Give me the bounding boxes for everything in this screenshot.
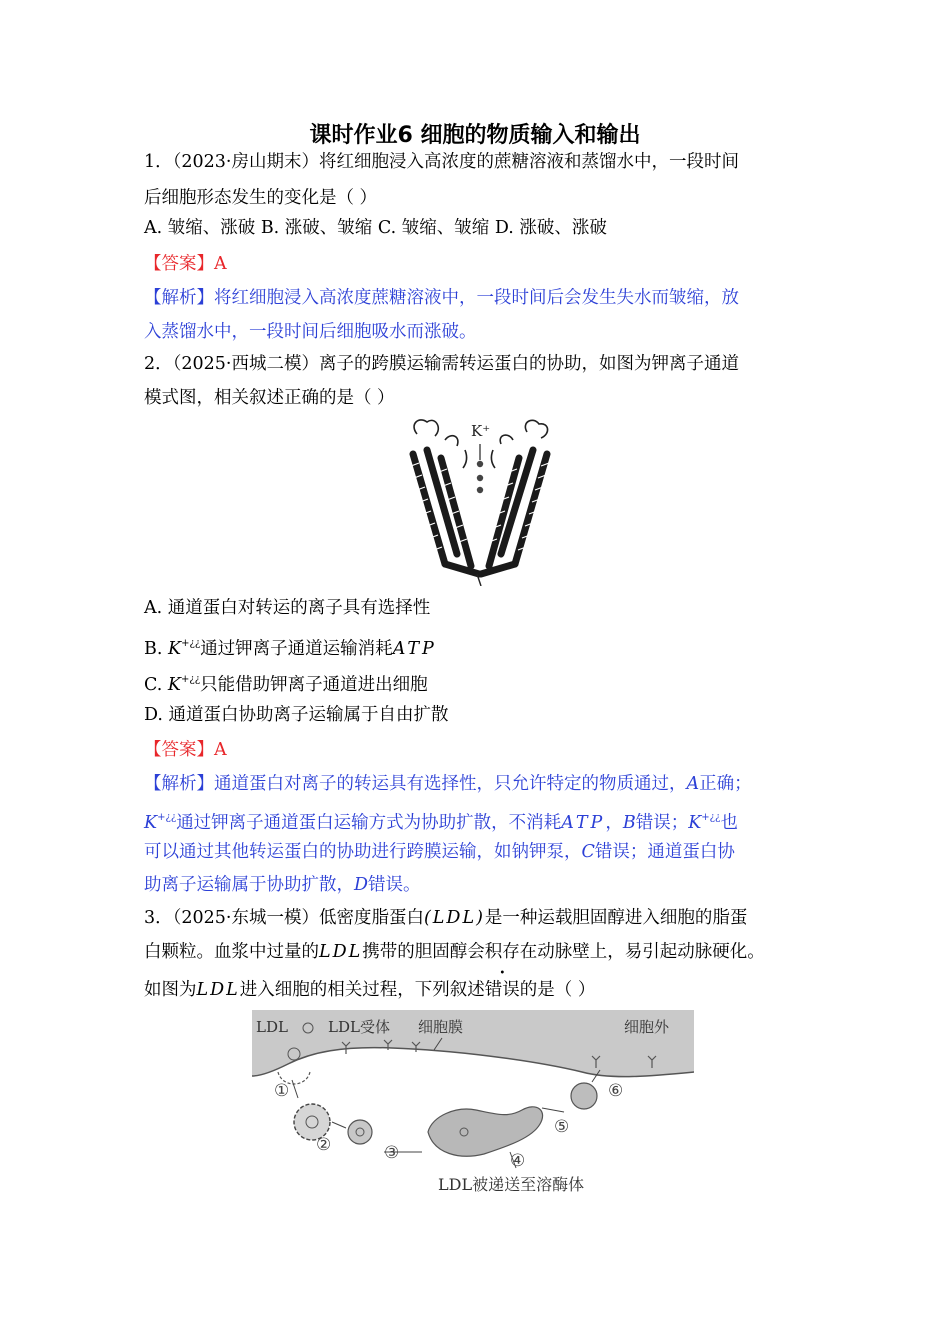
q3-stem-line1: 3．（2025·东城一模）低密度脂蛋白(LDL)是一种运载胆固醇进入细胞的脂蛋 xyxy=(144,908,748,928)
step-3-marker: ③ xyxy=(384,1143,400,1163)
q2-analysis-line3: 可以通过其他转运蛋白的协助进行跨膜运输，如钠钾泵，C错误；通道蛋白协 xyxy=(144,842,735,862)
q2-analysis-line1: 【解析】通道蛋白对离子的转运具有选择性，只允许特定的物质通过，A正确； xyxy=(144,774,752,794)
q1-analysis-line1: 【解析】将红细胞浸入高浓度蔗糖溶液中，一段时间后会发生失水而皱缩，放 xyxy=(144,288,739,308)
cell-membrane-label: 细胞膜 xyxy=(418,1018,464,1036)
q2-analysis-line2: K+¿¿通过钾离子通道蛋白运输方式为协助扩散，不消耗ATP，B错误；K+¿¿也 xyxy=(144,812,738,833)
extracellular-label: 细胞外 xyxy=(624,1018,670,1036)
step-2-marker: ② xyxy=(316,1135,332,1155)
step-1-marker: ① xyxy=(274,1081,290,1101)
potassium-channel-figure xyxy=(405,414,555,586)
step-4-marker: ④ xyxy=(510,1151,526,1171)
emphasized-word: 错误 xyxy=(484,980,520,1000)
step-5-marker: ⑤ xyxy=(554,1117,570,1137)
q1-options: A. 皱缩、涨破 B. 涨破、皱缩 C. 皱缩、皱缩 D. 涨破、涨破 xyxy=(144,218,607,238)
q2-stem-line2: 模式图，相关叙述正确的是（ ） xyxy=(144,388,395,408)
ldl-endocytosis-figure xyxy=(252,1010,694,1200)
q2-option-b: B. K+¿¿通过钾离子通道运输消耗ATP xyxy=(144,638,437,659)
step-6-marker: ⑥ xyxy=(608,1081,624,1101)
q3-stem-line3: 如图为LDL进入细胞的相关过程，下列叙述错误的是（ ） xyxy=(144,980,596,1000)
q1-analysis-line2: 入蒸馏水中，一段时间后细胞吸水而涨破。 xyxy=(144,322,477,342)
ldl-receptor-label: LDL受体 xyxy=(328,1018,390,1036)
q2-option-c: C. K+¿¿只能借助钾离子通道进出细胞 xyxy=(144,674,428,695)
q2-option-a: A. 通道蛋白对转运的离子具有选择性 xyxy=(144,598,431,618)
q2-stem-line1: 2．（2025·西城二模）离子的跨膜运输需转运蛋白的协助，如图为钾离子通道 xyxy=(144,354,739,374)
ldl-label: LDL xyxy=(256,1018,288,1036)
potassium-ion-label: K⁺ xyxy=(471,422,491,440)
q1-stem-line2: 后细胞形态发生的变化是（ ） xyxy=(144,188,378,208)
q1-answer: 【答案】A xyxy=(144,254,227,274)
q3-stem-line2: 白颗粒。血浆中过量的LDL携带的胆固醇会积存在动脉壁上，易引起动脉硬化。 xyxy=(144,942,765,962)
lysosome-caption: LDL被递送至溶酶体 xyxy=(438,1175,585,1194)
q2-option-d: D. 通道蛋白协助离子运输属于自由扩散 xyxy=(144,705,449,725)
q2-analysis-line4: 助离子运输属于协助扩散，D错误。 xyxy=(144,875,421,895)
q1-stem-line1: 1．（2023·房山期末）将红细胞浸入高浓度的蔗糖溶液和蒸馏水中，一段时间 xyxy=(144,152,739,172)
page-title: 课时作业6 细胞的物质输入和输出 xyxy=(309,123,641,148)
q2-answer: 【答案】A xyxy=(144,740,227,760)
